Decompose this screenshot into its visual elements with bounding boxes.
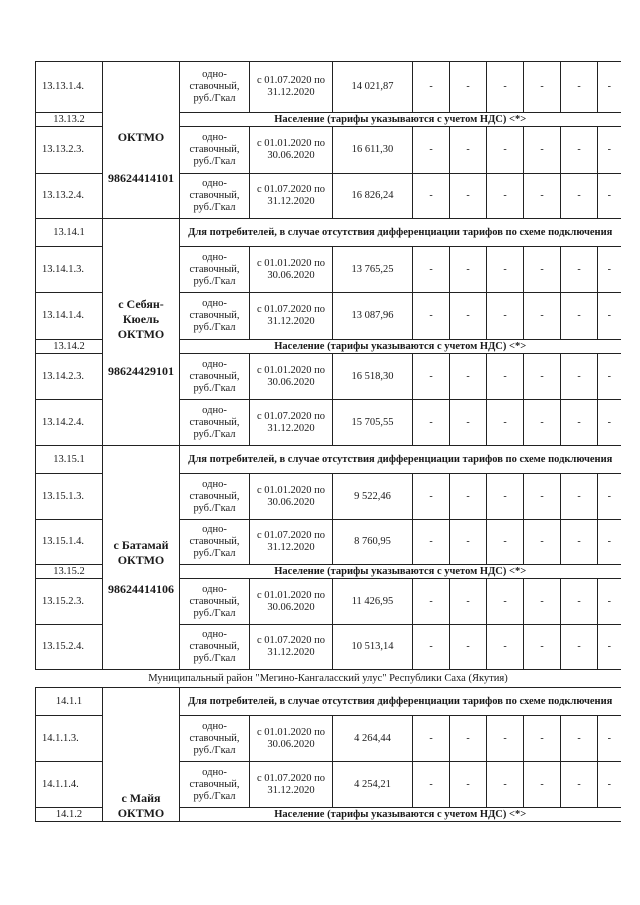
population-header: Население (тарифы указываются с учетом НДС) <*> [180,340,621,354]
empty-value: - [450,247,487,293]
period: с 01.01.2020 по 30.06.2020 [250,354,333,400]
empty-value: - [598,174,621,219]
empty-value: - [561,354,598,400]
tariff-type: одно-ставочный, руб./Гкал [180,400,250,446]
row-code: 13.13.2 [36,113,103,127]
oktmo-label: ОКТМО [117,806,165,820]
empty-value: - [450,579,487,625]
empty-value: - [487,247,524,293]
table-row [36,688,621,716]
tariff-type: одно-ставочный, руб./Гкал [180,127,250,174]
consumers-header: Для потребителей, в случае отсутствия дифференциации тарифов по схеме подключения [180,446,621,474]
tariff-value: 4 254,21 [333,762,413,808]
empty-value: - [598,762,621,808]
empty-value: - [561,474,598,520]
empty-value: - [598,625,621,670]
row-code: 14.1.1 [36,688,103,716]
empty-value: - [413,625,450,670]
settlement-cell [103,446,180,670]
empty-value: - [524,716,561,762]
empty-value: - [524,127,561,174]
empty-value: - [598,400,621,446]
empty-value: - [598,247,621,293]
empty-value: - [524,247,561,293]
tariff-value: 4 264,44 [333,716,413,762]
empty-value: - [450,354,487,400]
tariff-value: 16 826,24 [333,174,413,219]
consumers-header: Для потребителей, в случае отсутствия дифференциации тарифов по схеме подключения [180,219,621,247]
tariff-type: одно-ставочный, руб./Гкал [180,247,250,293]
empty-value: - [561,625,598,670]
row-code: 13.14.2.4. [36,400,103,446]
tariff-type: одно-ставочный, руб./Гкал [180,579,250,625]
tariff-value: 15 705,55 [333,400,413,446]
settlement-cell [103,219,180,446]
empty-value: - [413,520,450,565]
empty-value: - [413,716,450,762]
table-row [36,62,621,113]
empty-value: - [487,579,524,625]
empty-value: - [598,293,621,340]
empty-value: - [450,127,487,174]
population-header: Население (тарифы указываются с учетом НДС) <*> [180,565,621,579]
period: с 01.07.2020 по 31.12.2020 [250,762,333,808]
empty-value: - [598,62,621,113]
empty-value: - [487,520,524,565]
empty-value: - [561,174,598,219]
empty-value: - [413,474,450,520]
population-header: Население (тарифы указываются с учетом НДС) <*> [180,113,621,127]
tariff-value: 13 765,25 [333,247,413,293]
empty-value: - [450,62,487,113]
empty-value: - [598,579,621,625]
row-code: 13.14.2 [36,340,103,354]
empty-value: - [561,293,598,340]
empty-value: - [561,400,598,446]
row-code: 14.1.1.4. [36,762,103,808]
empty-value: - [413,579,450,625]
period: с 01.07.2020 по 31.12.2020 [250,62,333,113]
row-code: 13.14.1.3. [36,247,103,293]
row-code: 13.13.1.4. [36,62,103,113]
row-code: 13.13.2.4. [36,174,103,219]
oktmo-label: ОКТМО [117,130,165,144]
empty-value: - [524,293,561,340]
oktmo-code: 98624429101 [108,364,174,378]
tariff-type: одно-ставочный, руб./Гкал [180,520,250,565]
empty-value: - [561,247,598,293]
settlement-name: с Майя [121,791,161,805]
empty-value: - [524,62,561,113]
empty-value: - [413,400,450,446]
period: с 01.07.2020 по 31.12.2020 [250,625,333,670]
period: с 01.01.2020 по 30.06.2020 [250,474,333,520]
period: с 01.01.2020 по 30.06.2020 [250,579,333,625]
settlement-cell [103,688,180,822]
empty-value: - [413,174,450,219]
settlement-name: с Батамай [113,538,169,552]
empty-value: - [524,354,561,400]
oktmo-code: 98624414101 [108,171,174,185]
oktmo-label: ОКТМО [117,553,165,567]
tariff-value: 9 522,46 [333,474,413,520]
settlement-name: с Себян-Кюель [118,297,164,326]
empty-value: - [413,762,450,808]
empty-value: - [450,293,487,340]
district-header: Муниципальный район "Мегино-Кангаласский улус" Республики Саха (Якутия) [36,670,621,688]
row-code: 13.15.2.4. [36,625,103,670]
tariff-table [35,61,621,822]
settlement-cell [103,62,180,219]
empty-value: - [561,579,598,625]
empty-value: - [413,62,450,113]
empty-value: - [450,762,487,808]
empty-value: - [487,62,524,113]
table-row [36,670,621,688]
tariff-type: одно-ставочный, руб./Гкал [180,762,250,808]
empty-value: - [598,520,621,565]
empty-value: - [487,354,524,400]
oktmo-label: ОКТМО [117,327,165,341]
tariff-type: одно-ставочный, руб./Гкал [180,625,250,670]
empty-value: - [487,174,524,219]
row-code: 13.15.1.4. [36,520,103,565]
empty-value: - [413,293,450,340]
row-code: 13.15.1 [36,446,103,474]
empty-value: - [561,762,598,808]
empty-value: - [524,579,561,625]
tariff-type: одно-ставочный, руб./Гкал [180,474,250,520]
period: с 01.07.2020 по 31.12.2020 [250,174,333,219]
row-code: 14.1.1.3. [36,716,103,762]
tariff-value: 13 087,96 [333,293,413,340]
period: с 01.01.2020 по 30.06.2020 [250,716,333,762]
tariff-type: одно-ставочный, руб./Гкал [180,716,250,762]
tariff-value: 16 611,30 [333,127,413,174]
empty-value: - [598,354,621,400]
tariff-type: одно-ставочный, руб./Гкал [180,174,250,219]
empty-value: - [450,520,487,565]
row-code: 13.15.1.3. [36,474,103,520]
row-code: 13.14.1 [36,219,103,247]
table-row [36,446,621,474]
oktmo-code: 98624414106 [108,582,174,596]
consumers-header: Для потребителей, в случае отсутствия дифференциации тарифов по схеме подключения [180,688,621,716]
tariff-value: 14 021,87 [333,62,413,113]
empty-value: - [487,293,524,340]
row-code: 13.15.2 [36,565,103,579]
empty-value: - [561,520,598,565]
empty-value: - [450,400,487,446]
empty-value: - [561,716,598,762]
empty-value: - [487,625,524,670]
empty-value: - [450,474,487,520]
empty-value: - [487,127,524,174]
empty-value: - [598,474,621,520]
empty-value: - [524,474,561,520]
empty-value: - [450,174,487,219]
row-code: 13.14.2.3. [36,354,103,400]
empty-value: - [598,716,621,762]
empty-value: - [524,625,561,670]
empty-value: - [487,762,524,808]
tariff-value: 10 513,14 [333,625,413,670]
empty-value: - [561,62,598,113]
period: с 01.07.2020 по 31.12.2020 [250,400,333,446]
tariff-value: 11 426,95 [333,579,413,625]
tariff-type: одно-ставочный, руб./Гкал [180,293,250,340]
row-code: 13.14.1.4. [36,293,103,340]
period: с 01.01.2020 по 30.06.2020 [250,247,333,293]
empty-value: - [413,354,450,400]
empty-value: - [413,247,450,293]
empty-value: - [524,400,561,446]
tariff-type: одно-ставочный, руб./Гкал [180,62,250,113]
empty-value: - [524,762,561,808]
population-header: Население (тарифы указываются с учетом НДС) <*> [180,808,621,822]
empty-value: - [487,400,524,446]
empty-value: - [524,174,561,219]
row-code: 13.15.2.3. [36,579,103,625]
empty-value: - [450,625,487,670]
tariff-value: 8 760,95 [333,520,413,565]
empty-value: - [487,474,524,520]
period: с 01.01.2020 по 30.06.2020 [250,127,333,174]
empty-value: - [450,716,487,762]
empty-value: - [561,127,598,174]
tariff-value: 16 518,30 [333,354,413,400]
row-code: 14.1.2 [36,808,103,822]
empty-value: - [598,127,621,174]
period: с 01.07.2020 по 31.12.2020 [250,520,333,565]
table-row [36,219,621,247]
period: с 01.07.2020 по 31.12.2020 [250,293,333,340]
empty-value: - [524,520,561,565]
row-code: 13.13.2.3. [36,127,103,174]
empty-value: - [413,127,450,174]
tariff-type: одно-ставочный, руб./Гкал [180,354,250,400]
empty-value: - [487,716,524,762]
